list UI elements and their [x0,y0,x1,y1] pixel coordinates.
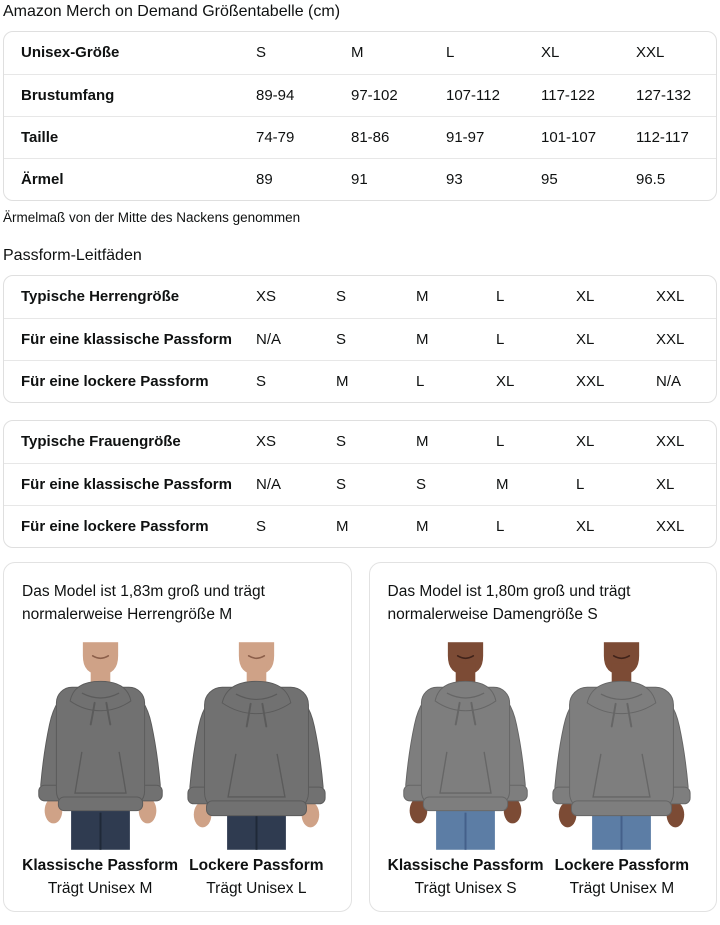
table-cell: S [336,433,347,450]
table-cell: L [496,433,505,450]
table-cell: M [496,475,509,493]
worn-size: Trägt Unisex M [47,880,153,897]
table-cell: 112-117 [636,128,689,146]
table-cell: 107-112 [446,86,500,104]
table-cell: M [336,372,349,390]
female-classic-fit-photo [392,642,539,850]
table-cell: S [336,475,347,493]
table-cell: M [416,330,429,348]
row-label: Taille [21,128,59,146]
sleeve-measure-note: Ärmelmaß von der Mitte des Nackens genommen [3,210,301,225]
row-label: Typische Herrengröße [21,288,180,305]
fit-name: Klassische Passform [22,857,179,874]
model-figures [388,642,701,898]
table-cell: 91 [351,170,368,188]
table-row [4,116,716,158]
table-cell: S [416,475,427,493]
table-cell: 101-107 [541,128,597,146]
row-label: Für eine lockere Passform [21,517,209,535]
table-row [4,74,716,116]
table-cell: XXL [656,330,685,348]
model-figure [544,642,700,898]
male-model-card [3,562,352,912]
size-col-header: XXL [636,44,665,61]
table-cell: 91-97 [446,128,485,146]
table-cell: 95 [541,170,558,188]
worn-size: Trägt Unisex M [569,880,675,897]
figure-caption [22,856,178,898]
fit-name: Lockere Passform [189,857,324,874]
table-cell: L [496,288,505,305]
table-cell: XL [496,372,515,390]
size-col-header: M [351,44,364,61]
model-figure [22,642,178,898]
male-classic-fit-photo [27,642,174,850]
table-cell: XL [576,517,595,535]
table-cell: XL [576,433,595,450]
table-cell: S [256,372,267,390]
page-title: Amazon Merch on Demand Größentabelle (cm) [3,3,341,20]
model-figures [22,642,335,898]
fit-guides-title: Passform-Leitfäden [3,247,142,264]
table-cell: L [496,330,505,348]
table-cell: 89 [256,170,273,188]
row-label: Typische Frauengröße [21,433,181,450]
model-description: Das Model ist 1,83m groß und trägt normalerweise Herrengröße M [22,583,265,623]
table-header-row [4,32,716,74]
table-cell: 97-102 [351,86,398,104]
figure-caption [544,856,700,898]
fit-name: Lockere Passform [554,857,690,874]
table-cell: 127-132 [636,86,692,104]
row-label: Für eine lockere Passform [21,372,209,390]
table-cell: XL [576,288,595,305]
table-row [4,158,716,200]
model-description: Das Model ist 1,80m groß und trägt normalerweise Damengröße S [387,583,631,623]
unisex-size-table [3,31,717,201]
row-label: Brustumfang [21,86,115,104]
female-loose-fit-photo [548,642,695,850]
size-col-header: L [446,44,455,61]
worn-size: Trägt Unisex S [414,880,517,897]
table-row [4,318,716,360]
table-cell: 117-122 [541,86,595,104]
table-cell: XXL [576,372,605,390]
table-cell: 89-94 [256,86,295,104]
table-cell: S [336,288,347,305]
female-model-card [369,562,718,912]
table-cell: XXL [656,517,685,535]
table-cell: XL [576,330,595,348]
table-cell: L [416,372,425,390]
table-row [4,463,716,505]
size-col-header: XL [541,44,560,61]
mens-fit-table [3,275,717,403]
table-cell: XS [256,288,277,305]
table-cell: 74-79 [256,128,295,146]
table-cell: XXL [656,288,685,305]
worn-size: Trägt Unisex L [206,880,307,897]
row-label: Für eine klassische Passform [21,330,232,348]
row-label: Für eine klassische Passform [21,475,232,493]
table-cell: S [336,330,347,348]
table-cell: M [416,517,429,535]
table-cell: L [576,475,585,493]
figure-caption [388,856,544,898]
table-row [4,505,716,547]
model-cards [3,562,717,912]
table-cell: S [256,517,267,535]
size-col-header: S [256,44,267,61]
table-cell: XXL [656,433,685,450]
table-cell: N/A [256,330,282,348]
table-row [4,421,716,463]
table-cell: M [416,288,429,305]
table-cell: L [496,517,505,535]
table-row [4,276,716,318]
table-cell: N/A [256,475,282,493]
table-cell: N/A [656,372,682,390]
table-cell: 96.5 [636,170,666,188]
table-cell: M [416,433,429,450]
table-cell: 93 [446,170,463,188]
table-cell: M [336,517,349,535]
table-cell: XS [256,433,277,450]
fit-name: Klassische Passform [387,857,544,874]
womens-fit-table [3,420,717,548]
figure-caption [178,856,334,898]
row-label: Ärmel [21,170,64,188]
row-label: Unisex-Größe [21,44,120,61]
model-figure [388,642,544,898]
table-cell: XL [656,475,675,493]
table-cell: 81-86 [351,128,390,146]
male-loose-fit-photo [183,642,330,850]
table-row [4,360,716,402]
model-figure [178,642,334,898]
